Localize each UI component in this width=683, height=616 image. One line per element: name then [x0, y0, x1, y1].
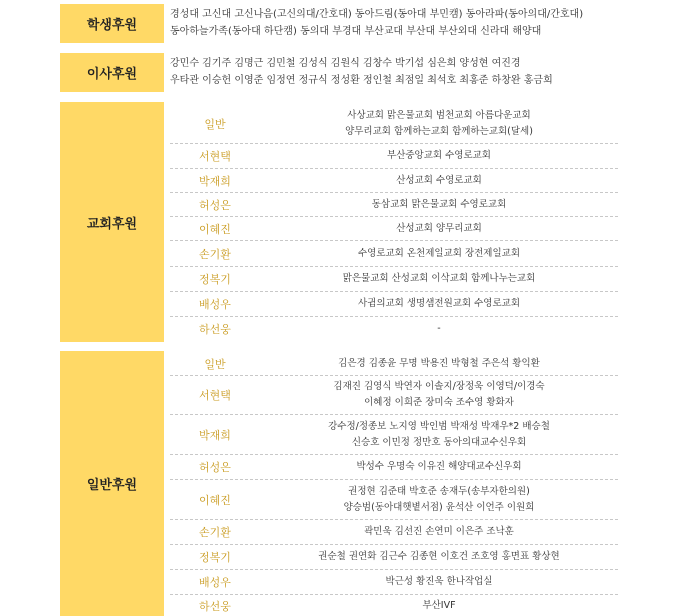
section-label-student: 학생후원 — [60, 4, 164, 43]
section-label-church: 교회후원 — [60, 102, 164, 342]
row-line: 강수정/정종보 노지영 박인범 박재성 박재우*2 배승철 — [328, 420, 550, 432]
board-supporters — [170, 55, 675, 89]
row-line: 동삼교회 맑은물교회 수영로교회 — [371, 198, 507, 210]
section-label-general: 일반후원 — [60, 351, 164, 616]
church-row — [170, 104, 618, 144]
row-content — [260, 197, 618, 213]
row-content — [260, 221, 618, 237]
row-name: 서현택 — [199, 150, 231, 163]
row-content — [260, 296, 618, 312]
row-name: 허성은 — [199, 461, 231, 474]
row-name: 서현택 — [199, 389, 231, 402]
row-line: 산성교회 양무리교회 — [396, 222, 482, 234]
row-line: 부산IVF — [422, 599, 456, 611]
row-name: 손기환 — [199, 526, 231, 539]
church-row — [170, 169, 618, 193]
row-name: 배성우 — [199, 298, 231, 311]
row-line: 양무리교회 함께하는교회 함께하는교회(달세) — [345, 125, 533, 137]
row-content — [260, 549, 618, 565]
row-line: 신승호 이민정 정만호 동아의대교수신우회 — [351, 436, 527, 448]
church-row — [170, 144, 618, 169]
row-line: 박성수 우명숙 이유진 해양대교수신우회 — [356, 461, 522, 472]
row-name: 하선웅 — [199, 599, 231, 613]
church-row — [170, 267, 618, 292]
row-name: 일반 — [204, 117, 226, 131]
row-content — [260, 148, 618, 164]
row-line: 사상교회 맑은물교회 범천교회 아름다운교회 — [347, 109, 531, 121]
row-line: 곽민욱 김선진 손연미 이은주 조낙훈 — [364, 526, 514, 537]
row-content — [260, 271, 618, 287]
church-row — [170, 292, 618, 317]
row-line: 김은경 김종윤 무명 박용진 박형철 주은석 황익환 — [338, 357, 540, 369]
student-line: 경성대 고신대 고신나음(고신의대/간호대) 동아드림(동아대 부민캠) 동아라파(동아의대/간호대) — [170, 9, 584, 20]
row-line: 김재진 김영식 박연자 이솔지/장정욱 이영덕/이경숙 — [333, 381, 545, 392]
general-row — [170, 520, 618, 545]
general-row — [170, 455, 618, 480]
general-row — [170, 415, 618, 455]
row-line: 이혜정 이희준 장미숙 조수영 황화자 — [364, 397, 514, 408]
row-content — [260, 484, 618, 516]
student-supporters — [170, 6, 675, 40]
general-row — [170, 352, 618, 376]
church-row — [170, 241, 618, 267]
row-name: 정복기 — [199, 273, 231, 286]
row-content — [260, 574, 618, 590]
row-name: 허성은 — [199, 198, 231, 212]
student-line: 동아하늘가족(동아대 하단캠) 동의대 부경대 부산교대 부산대 부산외대 신라대 해양대 — [170, 26, 542, 37]
row-line: 권정현 김준태 박호준 송재두(송부자한의원) — [348, 485, 530, 497]
board-line: 우타관 이승헌 이영준 임정연 정규식 정성환 정인철 최점일 최석호 최홍준 하창완 홍금희 — [170, 75, 553, 86]
row-name: 하선웅 — [199, 322, 231, 336]
row-name: 배성우 — [199, 576, 231, 589]
general-row — [170, 595, 618, 616]
row-name: 이혜진 — [199, 493, 231, 507]
row-content — [260, 419, 618, 451]
row-line: - — [437, 322, 441, 334]
row-line: 양승범(동아대햇볕서점) 윤석산 이언주 이원희 — [343, 501, 535, 513]
row-content — [260, 459, 618, 475]
board-line: 강민수 김기주 김명근 김민철 김성식 김원식 김창수 박기섭 심은희 양성현 여진경 — [170, 58, 521, 69]
church-row — [170, 193, 618, 217]
row-content — [260, 598, 618, 614]
general-row — [170, 545, 618, 570]
section-label-board: 이사후원 — [60, 53, 164, 92]
row-content — [260, 356, 618, 372]
general-row — [170, 480, 618, 520]
church-row — [170, 317, 618, 340]
row-name: 박재희 — [199, 428, 231, 442]
row-name: 손기환 — [199, 247, 231, 261]
general-row — [170, 376, 618, 415]
row-line: 맑은물교회 산성교회 이삭교회 함께나누는교회 — [342, 273, 536, 284]
row-line: 사귐의교회 생명샘전원교회 수영로교회 — [357, 298, 521, 309]
row-line: 부산중앙교회 수영로교회 — [387, 150, 491, 161]
row-line: 박근성 황진욱 한나작업실 — [385, 576, 493, 587]
row-content — [260, 173, 618, 189]
row-name: 이혜진 — [199, 222, 231, 236]
row-content — [260, 321, 618, 337]
row-name: 정복기 — [199, 551, 231, 564]
row-content — [260, 108, 618, 140]
row-content — [260, 524, 618, 540]
church-row — [170, 217, 618, 241]
row-line: 수영로교회 온천제일교회 장전제일교회 — [357, 247, 521, 259]
row-line: 산성교회 수영로교회 — [396, 174, 482, 186]
row-content — [260, 379, 618, 411]
row-name: 일반 — [204, 357, 226, 371]
row-content — [260, 246, 618, 262]
general-row — [170, 570, 618, 595]
row-line: 권순철 권연화 김근수 김종현 이호건 조호영 홍면표 황상현 — [318, 551, 560, 562]
row-name: 박재희 — [199, 174, 231, 188]
